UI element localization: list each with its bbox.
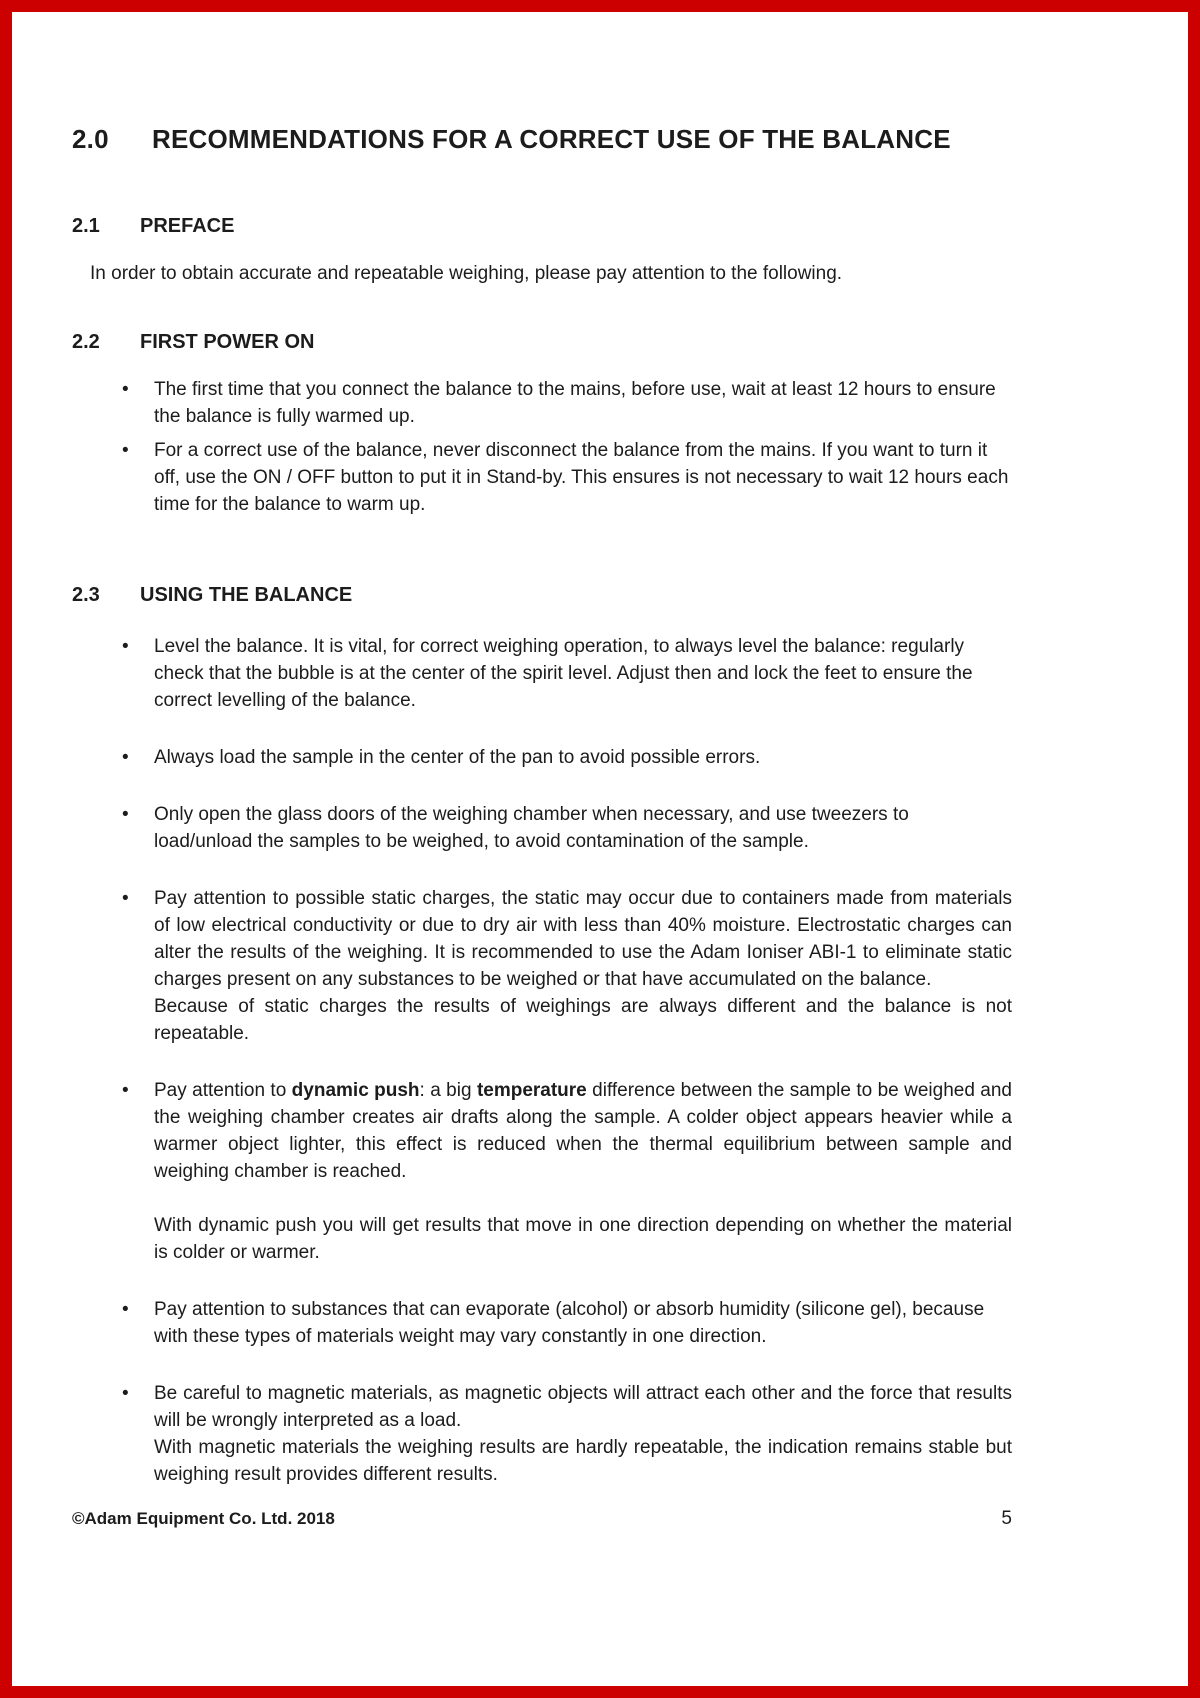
bullet-text: • Only open the glass doors of the weighing chamber when necessary, and use tweezers to load/unload the samples to be weighed, to avoid contamination of the sample. [154,804,909,852]
title-section-number: 2.0 [72,124,109,154]
first-power-on-section-number: 2.2 [72,331,100,353]
list-item [72,885,1012,1047]
page-footer [72,1508,1012,1530]
section-using-the-balance [72,584,1012,1488]
section-first-power-on [72,331,1012,518]
preface-heading [72,215,1012,238]
list-item [72,1077,1012,1266]
list-item [72,744,1012,771]
bullet-text: • Pay attention to possible static charges, the static may occur due to containers made from materials of low electrical conductivity or due to dry air with less than 40% moisture. Electrostatic charges can alter the results of the weighing. It is recommended to use the Adam Ioniser ABI-1 to eliminate static charges present on any substances to be weighed or that have accumulated on the balance. [154,888,1012,990]
bullet-text: • Pay attention to substances that can evaporate (alcohol) or absorb humidity (silicone gel), because with these types of materials weight may vary constantly in one direction. [154,1299,985,1347]
list-item [72,801,1012,855]
bullet-segment: Pay attention to [154,1080,292,1101]
bullet-text: • The first time that you connect the balance to the mains, before use, wait at least 12 hours to ensure the balance is fully warmed up. [154,379,996,427]
first-power-on-list [72,376,1012,518]
bullet-segment-bold: temperature [476,1080,587,1101]
section-preface [72,215,1012,287]
bullet-continuation: Because of static charges the results of weighings are always different and the balance is not repeatable. [154,996,1012,1044]
bullet-continuation: With dynamic push you will get results that move in one direction depending on whether the material is colder or warmer. [154,1215,1012,1263]
using-the-balance-heading [72,584,1012,607]
using-the-balance-heading-text: USING THE BALANCE [140,584,353,606]
title-text: RECOMMENDATIONS FOR A CORRECT USE OF THE BALANCE [152,124,951,154]
list-item [72,376,1012,430]
preface-paragraph: In order to obtain accurate and repeatable weighing, please pay attention to the following. [90,263,843,284]
list-item [72,1380,1012,1488]
bullet-segment-bold: dynamic push [291,1080,420,1101]
bullet-continuation: With magnetic materials the weighing results are hardly repeatable, the indication remains stable but weighing result provides different results. [154,1437,1012,1485]
page-title [72,124,1012,155]
using-the-balance-section-number: 2.3 [72,584,100,606]
bullet-text [154,1077,1012,1185]
bullet-text: • Level the balance. It is vital, for correct weighing operation, to always level the balance: regularly check that the bubble is at the center of the spirit level. Adjust then and lock the feet to ensure the correct levelling of the balance. [154,636,973,711]
list-item [72,437,1012,518]
page-number: 5 [1001,1508,1012,1529]
preface-heading-text: PREFACE [140,215,235,237]
copyright-text: ©Adam Equipment Co. Ltd. 2018 [72,1509,335,1528]
bullet-segment: difference between the sample to be weighed and the weighing chamber creates air drafts along the sample. A colder object appears heavier while a warmer object lighter, this effect is reduced when the thermal equilibrium between sample and weighing chamber is reached. [154,1080,1012,1182]
first-power-on-heading-text: FIRST POWER ON [140,331,315,353]
list-item [72,633,1012,714]
bullet-text: • For a correct use of the balance, never disconnect the balance from the mains. If you want to turn it off, use the ON / OFF button to put it in Stand-by. This ensures is not necessary to wait 12 hours each time for the balance to warm up. [154,440,1009,515]
preface-section-number: 2.1 [72,215,100,237]
bullet-text: • Be careful to magnetic materials, as magnetic objects will attract each other and the force that results will be wrongly interpreted as a load. [154,1383,1012,1431]
bullet-text: • Always load the sample in the center of the pan to avoid possible errors. [154,747,761,768]
page-content [12,12,1188,1488]
using-the-balance-list [72,633,1012,1488]
first-power-on-heading [72,331,1012,354]
bullet-segment: : a big [419,1080,477,1101]
list-item [72,1296,1012,1350]
